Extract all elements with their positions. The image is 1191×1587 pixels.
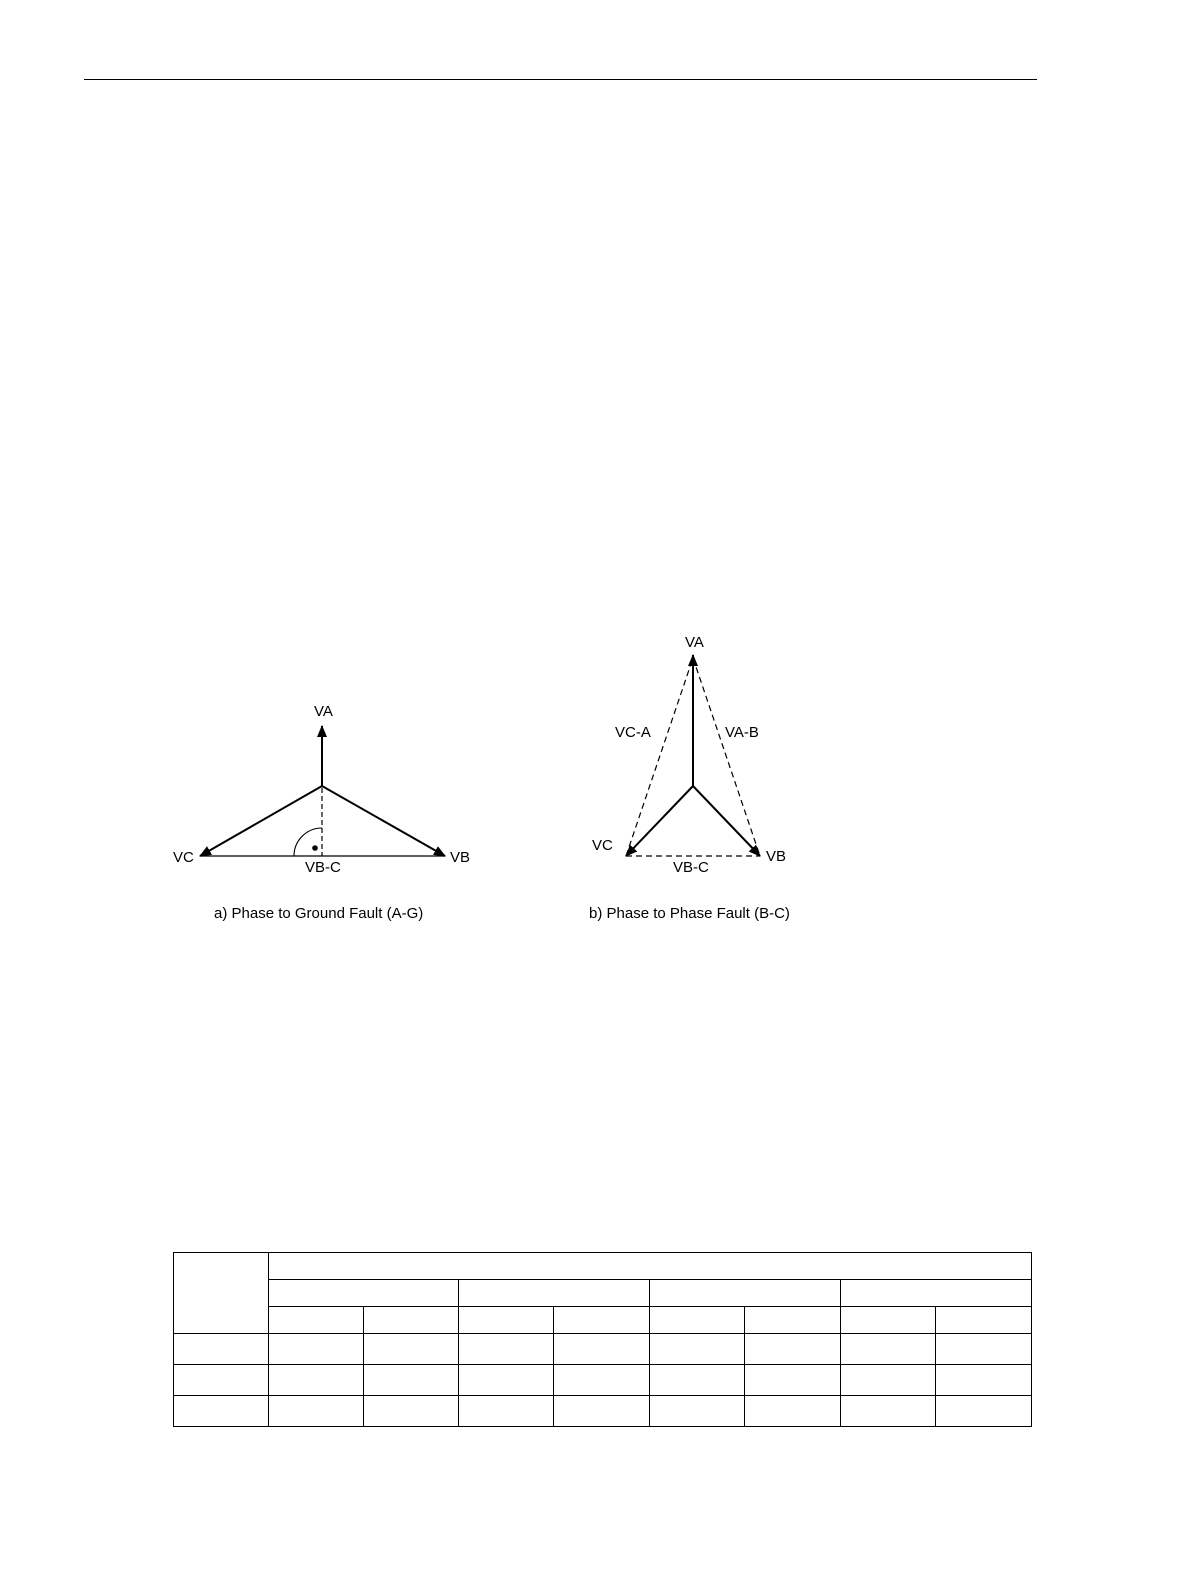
label-vab-b: VA-B: [725, 724, 759, 741]
table-cell: [174, 1334, 269, 1365]
table-cell: [269, 1334, 364, 1365]
table-cell: [841, 1365, 936, 1396]
table-sub-header-cell: [554, 1307, 650, 1334]
table-sub-header-cell: [841, 1307, 936, 1334]
label-vb-a: VB: [450, 849, 471, 866]
table-sub-header-cell: [459, 1307, 554, 1334]
table-cell: [364, 1365, 459, 1396]
table-cell: [936, 1365, 1032, 1396]
label-vca-b: VC-A: [615, 724, 651, 741]
table-cell: [554, 1396, 650, 1427]
right-angle-dot-a: [312, 845, 318, 851]
table-corner-cell: [174, 1253, 269, 1334]
table-cell: [364, 1396, 459, 1427]
label-vbc-a: VB-C: [305, 859, 341, 876]
table-cell: [936, 1396, 1032, 1427]
label-vc-a: VC: [173, 849, 194, 866]
table-header-row-1: [174, 1253, 1032, 1280]
table-cell: [459, 1396, 554, 1427]
table-cell: [554, 1334, 650, 1365]
table-group-header-cell: [650, 1280, 841, 1307]
table-group-header-cell: [841, 1280, 1032, 1307]
table-cell: [459, 1334, 554, 1365]
phasor-vb-a: [322, 786, 445, 856]
label-vc-b: VC: [592, 837, 613, 854]
table-sub-header-cell: [650, 1307, 745, 1334]
table-cell: [841, 1396, 936, 1427]
diagram-a-phase-to-ground: [173, 703, 470, 922]
table-cell: [174, 1396, 269, 1427]
table-group-header-cell: [459, 1280, 650, 1307]
table-cell: [650, 1334, 745, 1365]
table-cell: [554, 1365, 650, 1396]
caption-b: b) Phase to Phase Fault (B-C): [589, 905, 790, 922]
table-top-header-cell: [269, 1253, 1032, 1280]
table-header-row-3: [174, 1307, 1032, 1334]
table-group-header-cell: [269, 1280, 459, 1307]
right-angle-arc-a: [294, 828, 322, 856]
label-vb-b: VB: [766, 848, 787, 865]
table-cell: [841, 1334, 936, 1365]
fault-table: [173, 1252, 1032, 1427]
label-va-b: VA: [685, 634, 704, 651]
table-cell: [174, 1365, 269, 1396]
phasor-vb-b: [693, 786, 760, 856]
table-cell: [269, 1396, 364, 1427]
diagram-b-phase-to-phase: [589, 634, 790, 922]
label-vbc-b: VB-C: [673, 859, 709, 876]
table-sub-header-cell: [364, 1307, 459, 1334]
label-va-a: VA: [314, 703, 333, 720]
table-sub-header-cell: [745, 1307, 841, 1334]
table-cell: [459, 1365, 554, 1396]
table-sub-header-cell: [936, 1307, 1032, 1334]
table-row: [174, 1396, 1032, 1427]
table-row: [174, 1334, 1032, 1365]
table-header-row-2: [174, 1280, 1032, 1307]
table-cell: [269, 1365, 364, 1396]
table-cell: [745, 1365, 841, 1396]
table-cell: [745, 1396, 841, 1427]
table-cell: [364, 1334, 459, 1365]
table-sub-header-cell: [269, 1307, 364, 1334]
phasor-vc-b: [626, 786, 693, 856]
table-cell: [650, 1396, 745, 1427]
caption-a: a) Phase to Ground Fault (A-G): [214, 905, 424, 922]
line-vab-dashed: [693, 658, 760, 856]
line-vca-dashed: [626, 658, 693, 856]
table-cell: [936, 1334, 1032, 1365]
table-cell: [650, 1365, 745, 1396]
table-row: [174, 1365, 1032, 1396]
table-cell: [745, 1334, 841, 1365]
phasor-vc-a: [200, 786, 322, 856]
